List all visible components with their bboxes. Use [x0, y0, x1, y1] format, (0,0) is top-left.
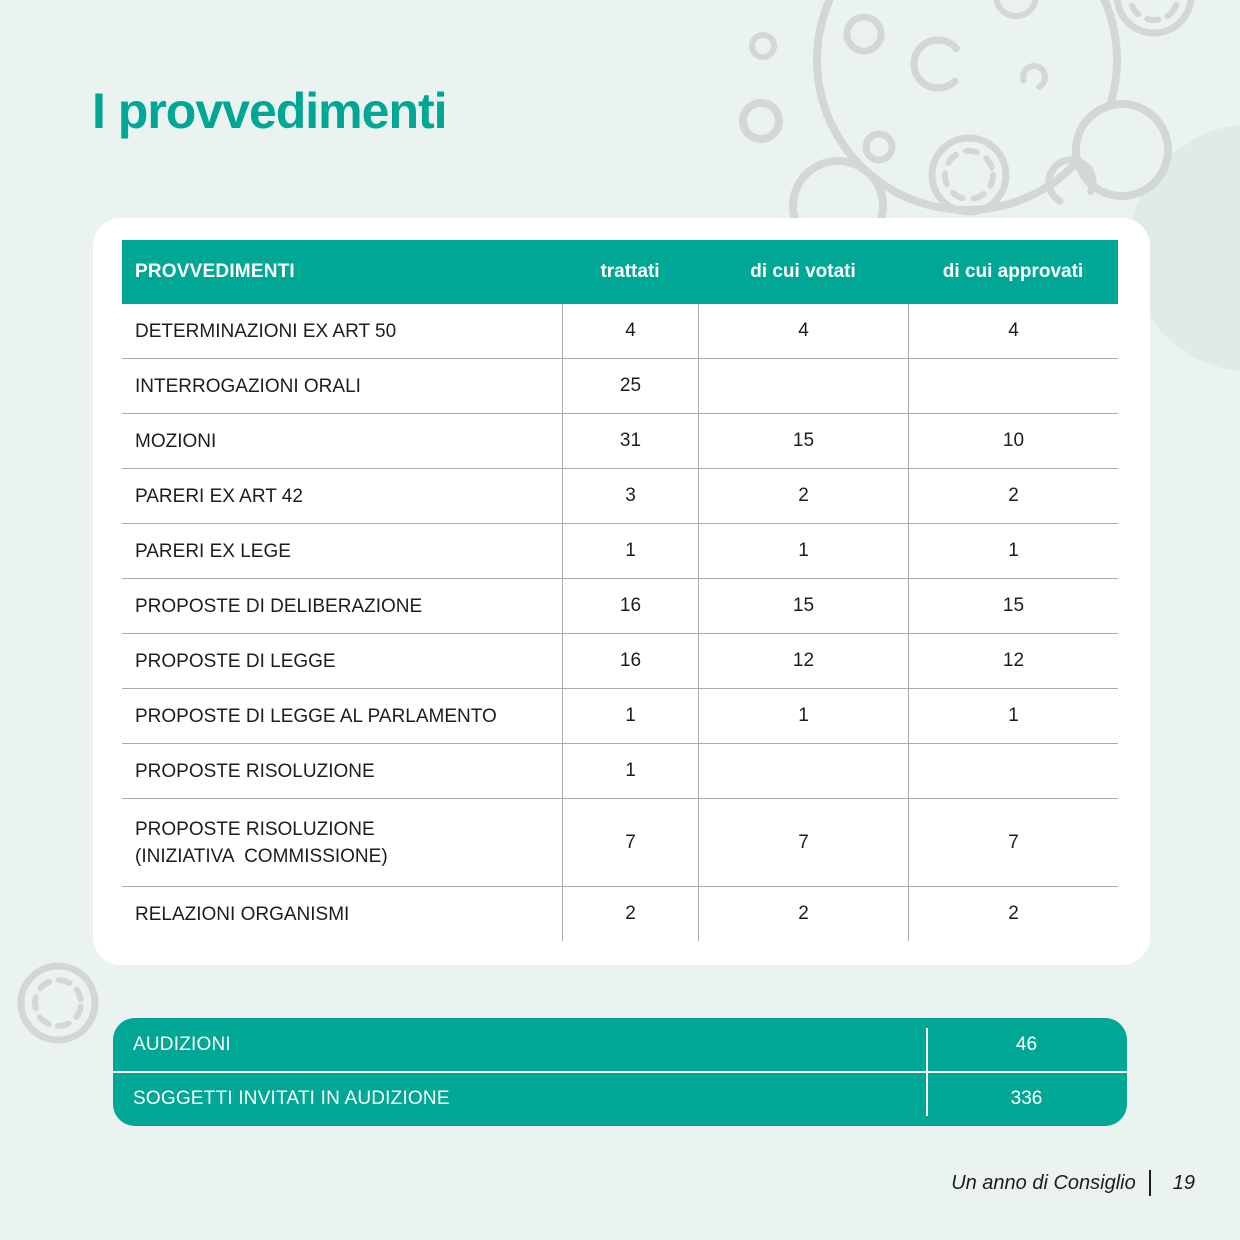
row-label: MOZIONI — [135, 430, 217, 452]
table-row — [122, 414, 1118, 469]
summary-row-audizioni — [113, 1018, 1127, 1071]
cell-trattati: 16 — [562, 634, 698, 688]
cell-approvati: 1 — [908, 524, 1118, 578]
cell-approvati: 2 — [908, 469, 1118, 523]
cell-approvati: 15 — [908, 579, 1118, 633]
row-label: PROPOSTE DI DELIBERAZIONE — [135, 595, 423, 617]
row-label: PARERI EX ART 42 — [135, 485, 303, 507]
cell-votati — [698, 744, 908, 798]
cell-approvati: 12 — [908, 634, 1118, 688]
cell-votati: 12 — [698, 634, 908, 688]
cell-trattati: 31 — [562, 414, 698, 468]
provvedimenti-card — [93, 218, 1150, 965]
footer-page-number: 19 — [1172, 1171, 1195, 1194]
table-row — [122, 359, 1118, 414]
row-label: RELAZIONI ORGANISMI — [135, 903, 350, 925]
cell-trattati: 7 — [562, 799, 698, 886]
cell-votati: 15 — [698, 579, 908, 633]
table-row — [122, 887, 1118, 941]
provvedimenti-table — [122, 240, 1118, 941]
cell-votati: 2 — [698, 887, 908, 941]
cell-trattati: 25 — [562, 359, 698, 413]
cell-approvati: 7 — [908, 799, 1118, 886]
page-footer — [951, 1170, 1195, 1196]
cell-votati: 1 — [698, 524, 908, 578]
page-title: I provvedimenti — [92, 83, 447, 139]
row-label: DETERMINAZIONI EX ART 50 — [135, 320, 397, 342]
summary-vertical-divider — [926, 1028, 928, 1116]
row-label: PROPOSTE RISOLUZIONE — [135, 760, 375, 782]
cell-trattati: 16 — [562, 579, 698, 633]
table-row — [122, 579, 1118, 634]
cell-approvati — [908, 359, 1118, 413]
cell-votati — [698, 359, 908, 413]
cell-approvati: 10 — [908, 414, 1118, 468]
table-row — [122, 524, 1118, 579]
row-label-line1: PROPOSTE RISOLUZIONE — [135, 818, 375, 840]
cell-trattati: 4 — [562, 304, 698, 358]
footer-divider — [1149, 1170, 1151, 1196]
table-row — [122, 799, 1118, 887]
row-label: PARERI EX LEGE — [135, 540, 291, 562]
cell-votati: 4 — [698, 304, 908, 358]
row-label: INTERROGAZIONI ORALI — [135, 375, 361, 397]
header-di-cui-votati: di cui votati — [750, 261, 856, 282]
row-label: PROPOSTE DI LEGGE AL PARLAMENTO — [135, 705, 497, 727]
cell-approvati — [908, 744, 1118, 798]
table-row — [122, 689, 1118, 744]
row-label-line2: (INIZIATIVA COMMISSIONE) — [135, 845, 388, 867]
summary-value: 46 — [1015, 1033, 1038, 1055]
cell-votati: 2 — [698, 469, 908, 523]
table-row — [122, 744, 1118, 799]
cell-votati: 1 — [698, 689, 908, 743]
summary-value: 336 — [1010, 1087, 1043, 1109]
cell-approvati: 2 — [908, 887, 1118, 941]
footer-booklet-title: Un anno di Consiglio — [951, 1171, 1136, 1194]
cell-trattati: 3 — [562, 469, 698, 523]
header-di-cui-approvati: di cui approvati — [942, 261, 1084, 282]
row-label: PROPOSTE DI LEGGE — [135, 650, 336, 672]
cell-trattati: 1 — [562, 744, 698, 798]
cell-approvati: 4 — [908, 304, 1118, 358]
row-label — [122, 799, 562, 886]
audizioni-summary-banner — [113, 1018, 1127, 1126]
summary-label: SOGGETTI INVITATI IN AUDIZIONE — [133, 1087, 450, 1109]
cell-trattati: 2 — [562, 887, 698, 941]
cell-trattati: 1 — [562, 524, 698, 578]
summary-row-soggetti — [113, 1071, 1127, 1124]
table-header-row — [122, 240, 1118, 304]
cell-trattati: 1 — [562, 689, 698, 743]
cell-votati: 7 — [698, 799, 908, 886]
header-trattati: trattati — [600, 261, 660, 282]
cell-votati: 15 — [698, 414, 908, 468]
header-provvedimenti: PROVVEDIMENTI — [135, 261, 295, 282]
table-row — [122, 634, 1118, 689]
table-row — [122, 304, 1118, 359]
summary-label: AUDIZIONI — [133, 1033, 231, 1055]
table-row — [122, 469, 1118, 524]
cell-approvati: 1 — [908, 689, 1118, 743]
